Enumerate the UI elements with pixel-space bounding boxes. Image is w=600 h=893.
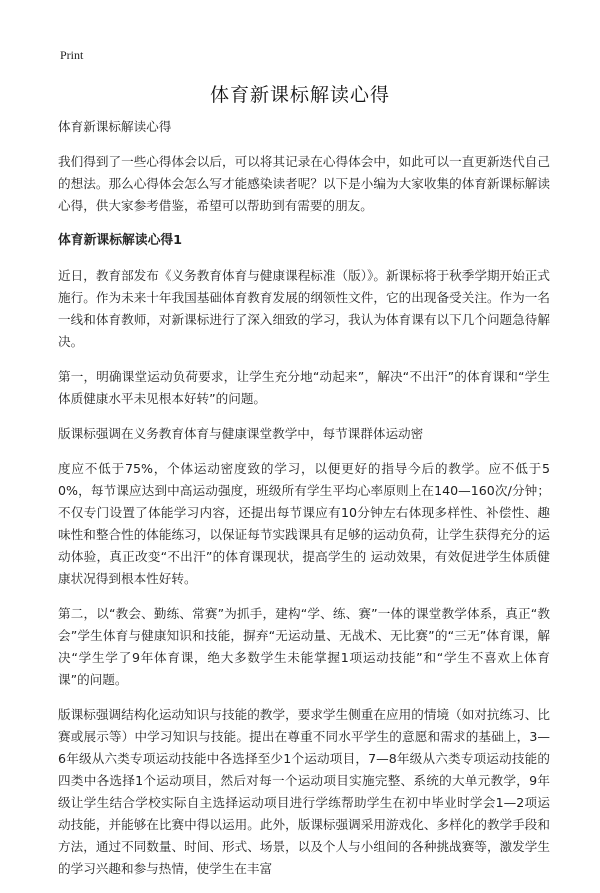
body-paragraph-3: 版课标强调在义务教育体育与健康课堂教学中，每节课群体运动密 xyxy=(58,426,424,441)
article-body xyxy=(58,116,550,893)
intro-paragraph: 我们得到了一些心得体会以后，可以将其记录在心得体会中，如此可以一直更新迭代自己的想法。那么心得体会怎么写才能感染读者呢？以下是小编为大家收集的体育新课标解读心得，供大家参考借鉴，希望可以帮助到有需要的朋友。 xyxy=(58,154,550,213)
section-heading: 体育新课标解读心得1 xyxy=(58,233,183,248)
page-title: 体育新课标解读心得 xyxy=(209,84,390,106)
body-paragraph-1: 近日，教育部发布《义务教育体育与健康课程标准（版）》。新课标将于秋季学期开始正式施行。作为未来十年我国基础体育教育发展的纲领性文件，它的出现备受关注。作为一名一线和体育教师，对新课标进行了深入细致的学习，我认为体育课有以下几个问题急待解决。 xyxy=(58,268,550,349)
article-subtitle: 体育新课标解读心得 xyxy=(58,119,172,134)
body-paragraph-5: 第二，以“教会、勤练、常赛”为抓手，建构“学、练、赛”一体的课堂教学体系，真正“教会”学生体育与健康知识和技能，摒弃“无运动量、无战术、无比赛”的“三无”体育课，解决“学生学了9年体育课，绝大多数学生未能掌握1项运动技能”和“学生不喜欢上体育课”的问题。 xyxy=(58,606,550,687)
print-link[interactable]: Print xyxy=(60,48,84,62)
body-paragraph-2: 第一，明确课堂运动负荷要求，让学生充分地“动起来”，解决“不出汗”的体育课和“学生体质健康水平未见根本好转”的问题。 xyxy=(58,369,550,406)
body-paragraph-4: 度应不低于75%，个体运动密度致的学习，以便更好的指导今后的教学。应不低于50%，每节课应达到中高运动强度，班级所有学生平均心率原则上在140—160次/分钟；不仅专门设置了体能学习内容，还提出每节课应有10分钟左右体现多样性、补偿性、趣味性和整合性的体能练习，以保证每节实践课具有足够的运动负荷，让学生获得充分的运动体验，真正改变“不出汗”的体育课现状，提高学生的 运动效果，有效促进学生体质健康状况得到根本性好转。 xyxy=(58,461,550,586)
body-paragraph-6: 版课标强调结构化运动知识与技能的教学，要求学生侧重在应用的情境（如对抗练习、比赛或展示等）中学习知识与技能。提出在尊重不同水平学生的意愿和需求的基础上，3—6年级从六类专项运动技能中各选择至少1个运动项目，7—8年级从六类专项运动技能的四类中各选择1个运动项目，然后对每一个运动项目实施完整、系统的大单元教学，9年级让学生结合学校实际自主选择运动项目进行学练帮助学生在初中毕业时学会1—2项运动技能，并能够在比赛中得以运用。此外，版课标强调采用游戏化、多样化的教学手段和方法，通过不同数量、时间、形式、场景，以及个人与小组间的各种挑战赛等，激发学生的学习兴趣和参与热情，使学生在丰富 xyxy=(58,707,550,876)
